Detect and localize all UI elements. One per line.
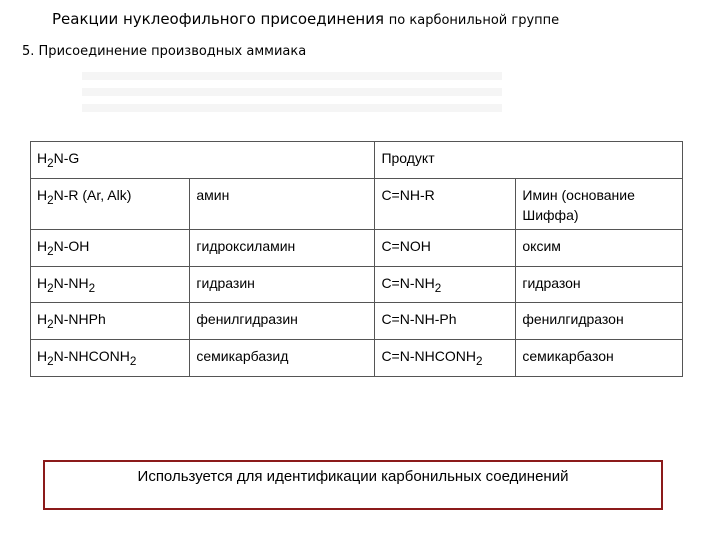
product-formula: C=NOH bbox=[375, 229, 516, 266]
product-formula: $C=N-NH_2$ bbox=[375, 266, 516, 303]
header-product: Продукт bbox=[375, 142, 683, 179]
table-row bbox=[31, 229, 683, 266]
product-formula: C=NH-R bbox=[375, 178, 516, 229]
note-box: Используется для идентификации карбонильных соединений bbox=[43, 460, 663, 510]
product-name: Имин (основание Шиффа) bbox=[516, 178, 683, 229]
reagent-name: гидроксиламин bbox=[190, 229, 375, 266]
reagent-name: амин bbox=[190, 178, 375, 229]
table-row bbox=[31, 266, 683, 303]
reagent-formula: $H_2N-NHCONH_2$ bbox=[31, 340, 190, 377]
title-main: Реакции нуклеофильного присоединения bbox=[52, 10, 385, 28]
title-suffix: по карбонильной группе bbox=[388, 13, 560, 28]
faint-text-line bbox=[82, 104, 502, 112]
reagent-name: семикарбазид bbox=[190, 340, 375, 377]
reagent-name: гидразин bbox=[190, 266, 375, 303]
faint-text-line bbox=[82, 88, 502, 96]
reagent-formula: $H_2N-R$ (Ar, Alk) bbox=[31, 178, 190, 229]
table-row bbox=[31, 340, 683, 377]
product-name: семикарбазон bbox=[516, 340, 683, 377]
product-name: гидразон bbox=[516, 266, 683, 303]
faint-text-line bbox=[82, 72, 502, 80]
header-reagent: $H_2N-G$ bbox=[31, 142, 375, 179]
product-formula: $C=N-NHCONH_2$ bbox=[375, 340, 516, 377]
table-row bbox=[31, 178, 683, 229]
product-name: фенилгидразон bbox=[516, 303, 683, 340]
product-formula: C=N-NH-Ph bbox=[375, 303, 516, 340]
product-name: оксим bbox=[516, 229, 683, 266]
reagent-formula: $H_2N-NH_2$ bbox=[31, 266, 190, 303]
reagents-table bbox=[30, 141, 683, 377]
reagent-formula: $H_2N-OH$ bbox=[31, 229, 190, 266]
reagent-formula: $H_2N$-NHPh bbox=[31, 303, 190, 340]
table-row bbox=[31, 303, 683, 340]
section-subtitle: 5. Присоединение производных аммиака bbox=[22, 44, 307, 59]
slide-title bbox=[52, 10, 559, 28]
reagent-name: фенилгидразин bbox=[190, 303, 375, 340]
table-header-row bbox=[31, 142, 683, 179]
